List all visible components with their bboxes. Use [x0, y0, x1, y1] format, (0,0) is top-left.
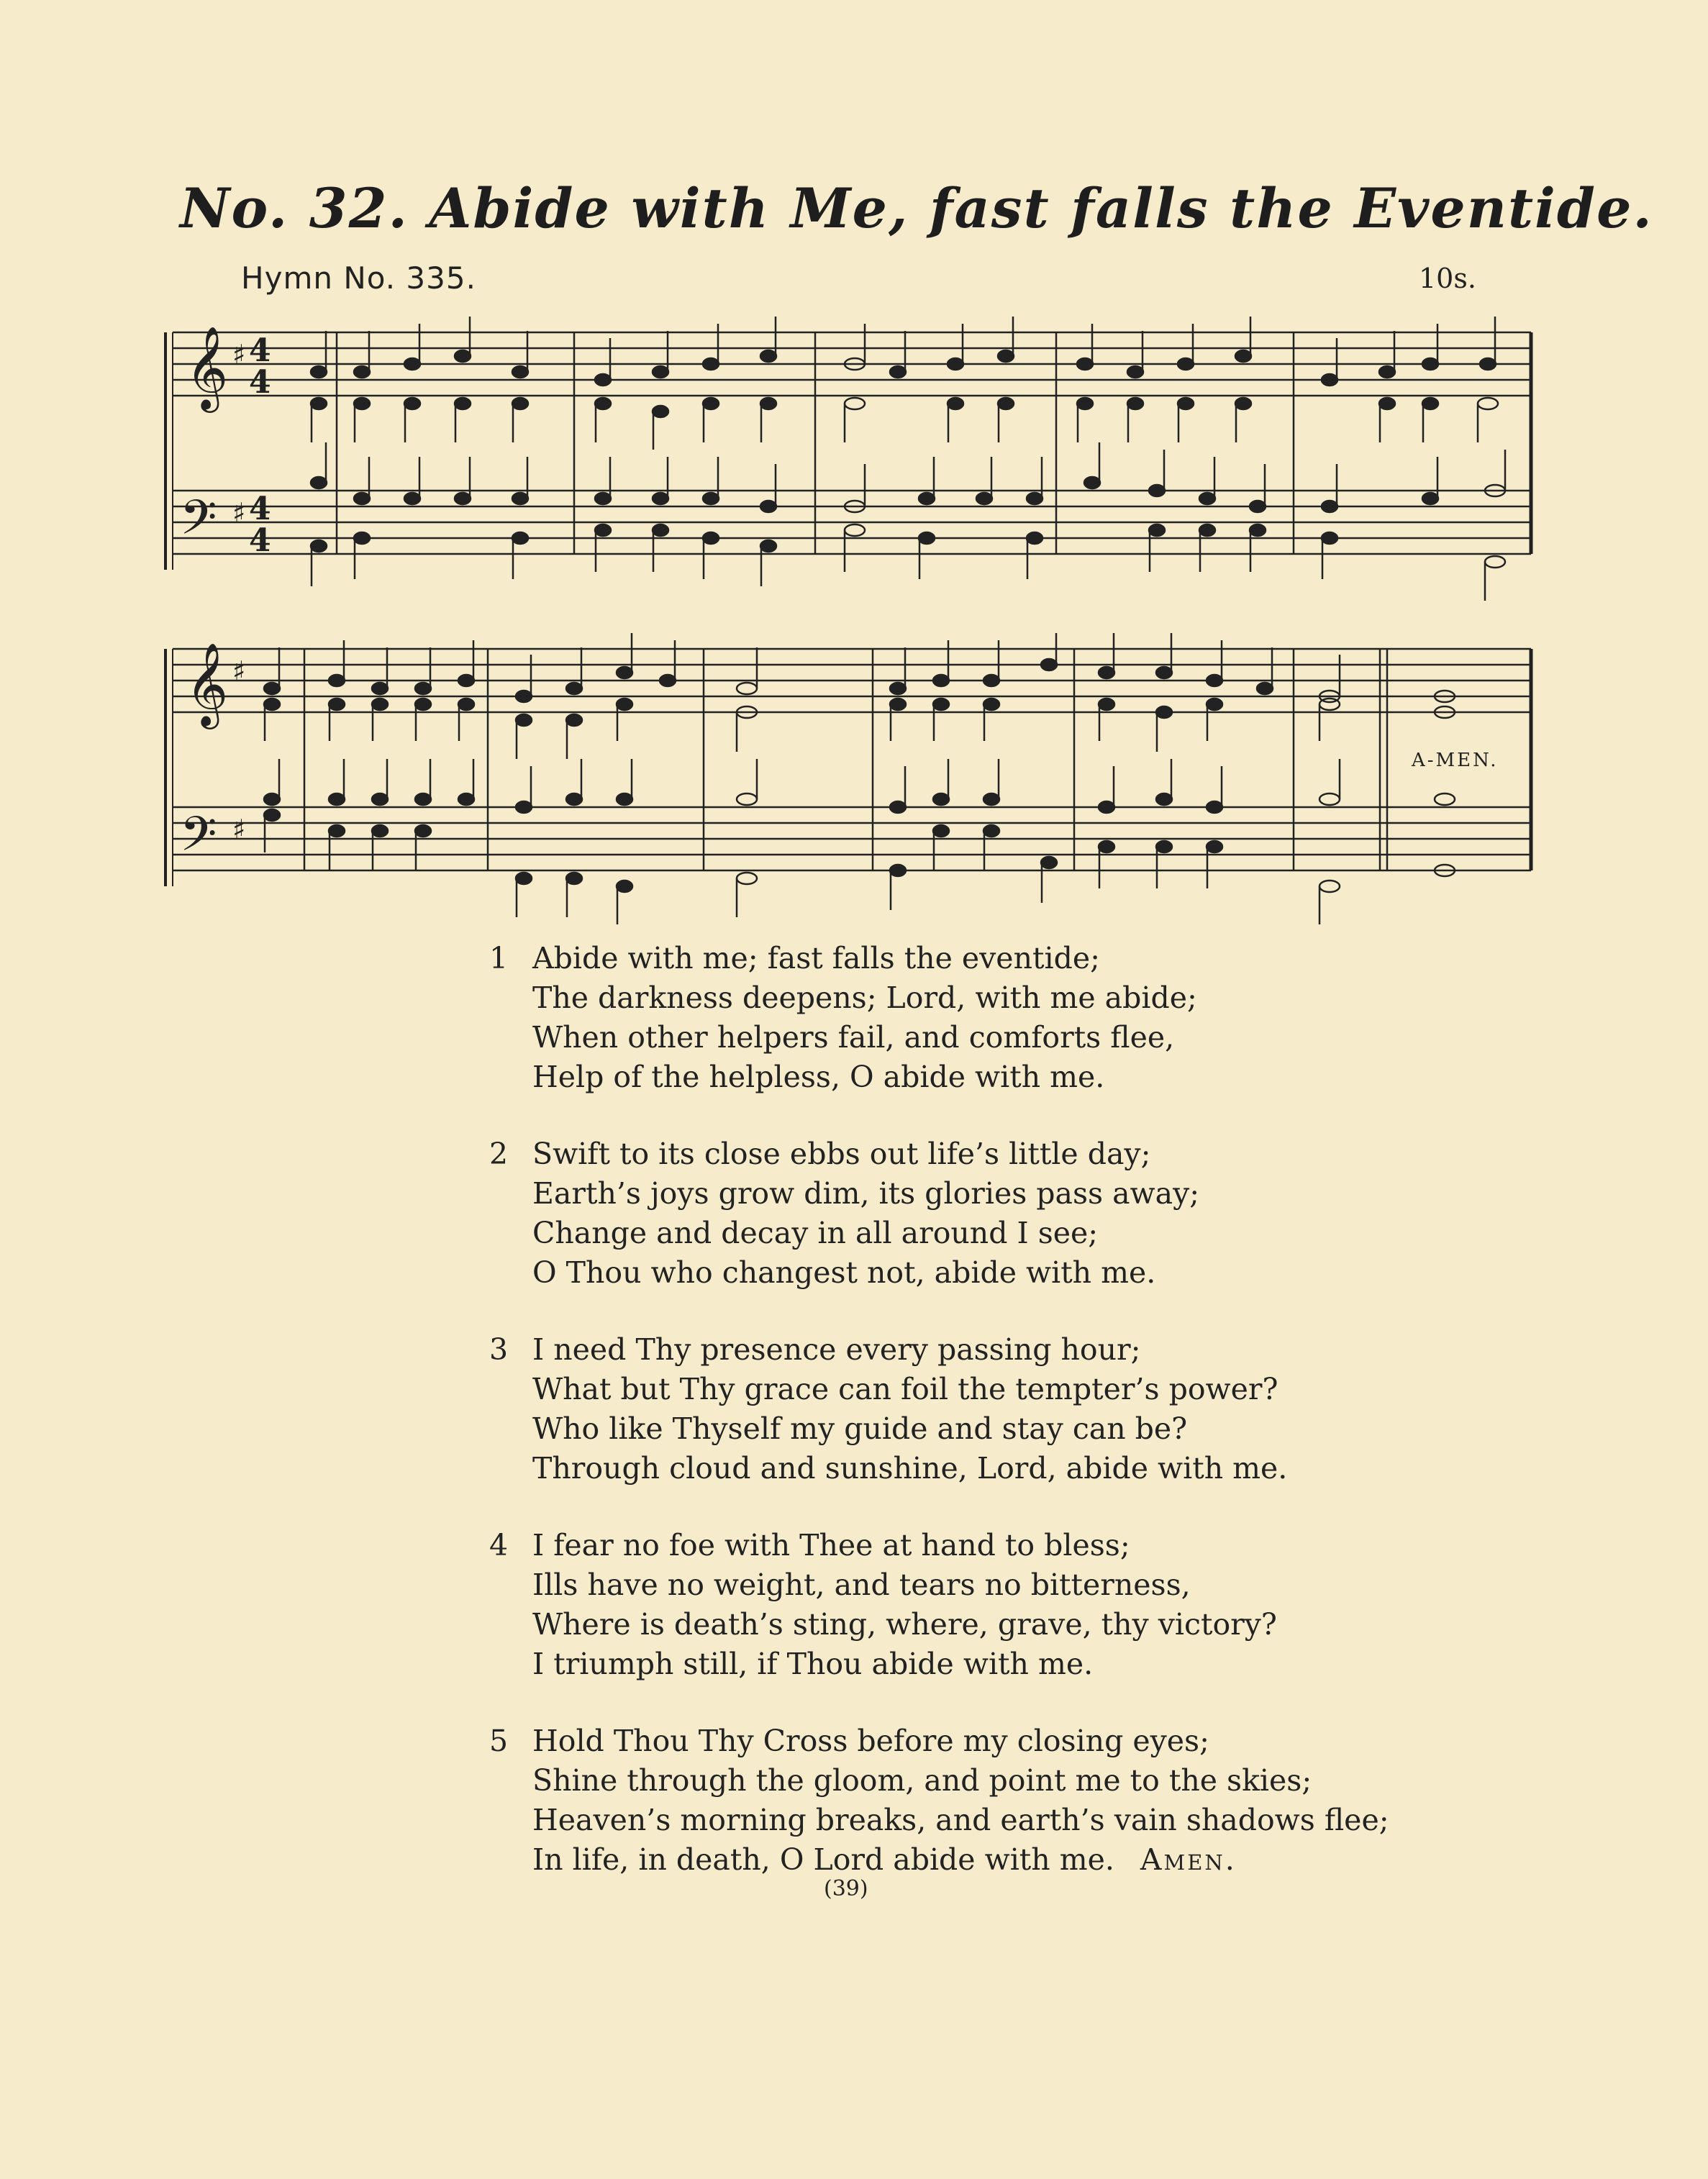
meter-label: 10s.	[1419, 263, 1476, 294]
svg-text:♯: ♯	[232, 338, 246, 370]
verse-line: Help of the helpless, O abide with me.	[532, 1060, 1105, 1094]
svg-text:4: 4	[249, 522, 271, 559]
verse-number: 4	[489, 1528, 509, 1562]
verse-line: I triumph still, if Thou abide with me.	[532, 1647, 1094, 1681]
verse-5	[489, 1721, 1496, 1880]
svg-text:♯: ♯	[232, 655, 246, 687]
svg-text:4: 4	[249, 332, 271, 369]
verse-line: The darkness deepens; Lord, with me abide;	[532, 981, 1197, 1015]
svg-text:♯: ♯	[232, 496, 246, 529]
verse-line: When other helpers fail, and comforts flee,	[532, 1020, 1175, 1055]
svg-text:𝄞: 𝄞	[186, 642, 229, 726]
music-system-1	[164, 317, 1545, 619]
verse-line: Hold Thou Thy Cross before my closing eyes;	[532, 1724, 1209, 1758]
verse-line: Change and decay in all around I see;	[532, 1216, 1099, 1250]
verse-number: 1	[489, 941, 509, 975]
svg-text:𝄢: 𝄢	[180, 806, 217, 873]
verse-number: 5	[489, 1724, 509, 1758]
verse-line: Shine through the gloom, and point me to the skies;	[532, 1763, 1312, 1798]
verse-3	[489, 1330, 1496, 1488]
verse-line: O Thou who changest not, abide with me.	[532, 1255, 1156, 1290]
verse-line: Where is death’s sting, where, grave, thy victory?	[532, 1607, 1277, 1642]
verse-number: 2	[489, 1137, 509, 1171]
hymn-title: No. 32. Abide with Me, fast falls the Eventide.	[180, 176, 1653, 240]
verses	[489, 939, 1496, 1917]
verse-1	[489, 939, 1496, 1097]
verse-line: Heaven’s morning breaks, and earth’s vain shadows flee;	[532, 1803, 1389, 1837]
svg-text:𝄞: 𝄞	[186, 325, 229, 409]
verse-4	[489, 1526, 1496, 1684]
verse-line: Swift to its close ebbs out life’s little day;	[532, 1137, 1151, 1171]
verse-line: In life, in death, O Lord abide with me.	[532, 1842, 1114, 1877]
hymn-reference: Hymn No. 335.	[241, 260, 476, 296]
music-system-2	[164, 633, 1545, 935]
verse-line: Earth’s joys grow dim, its glories pass away;	[532, 1176, 1200, 1211]
svg-text:♯: ♯	[232, 813, 246, 845]
verse-line: Ills have no weight, and tears no bitterness,	[532, 1568, 1191, 1602]
svg-text:𝄢: 𝄢	[180, 490, 217, 557]
verse-number: 3	[489, 1332, 509, 1367]
verse-line: Who like Thyself my guide and stay can be?	[532, 1411, 1188, 1446]
svg-text:4: 4	[249, 491, 271, 527]
amen-word: Amen.	[1140, 1842, 1237, 1877]
svg-text:4: 4	[249, 364, 271, 401]
music-staves-system-2	[164, 633, 1545, 935]
verse-line: Through cloud and sunshine, Lord, abide with me.	[532, 1451, 1288, 1486]
page-number: (39)	[824, 1876, 868, 1901]
verse-line: What but Thy grace can foil the tempter’s power?	[532, 1372, 1278, 1406]
music-staves-system-1	[164, 317, 1545, 619]
verse-line: I need Thy presence every passing hour;	[532, 1332, 1141, 1367]
amen-label: A-MEN.	[1412, 750, 1499, 771]
verse-line: Abide with me; fast falls the eventide;	[532, 941, 1100, 975]
verse-2	[489, 1134, 1496, 1293]
verse-line: I fear no foe with Thee at hand to bless;	[532, 1528, 1130, 1562]
